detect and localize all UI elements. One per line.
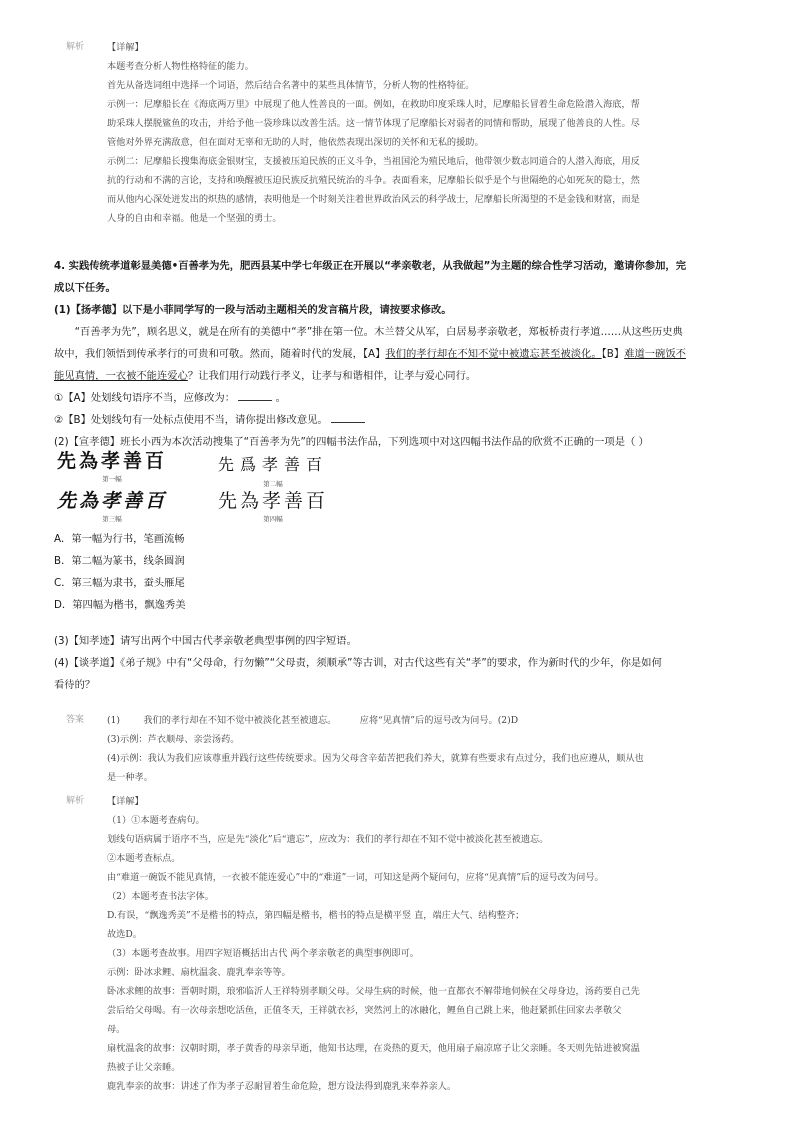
- question-title-cont: 成以下任务。: [54, 282, 116, 294]
- text-line: 人身的自由和幸福。他是一个坚强的勇士。: [107, 213, 282, 224]
- text: 。: [275, 392, 286, 404]
- text: ①【A】处划线句语序不当，应修改为：: [54, 392, 236, 404]
- text-line: （2）本题考查书法字体。: [107, 891, 214, 902]
- text-line: (1) 我们的孝行却在不知不觉中被淡化甚至被遗忘。 应将“见真情”后的逗号改为问号。(2)D: [107, 715, 519, 726]
- text: ？让我们用行动践行孝义，让孝与和谐相伴，让孝与爱心同行。: [187, 370, 477, 382]
- text-line: 母。: [107, 1024, 126, 1035]
- answer-block: [66, 711, 766, 791]
- option-b[interactable]: B．第二幅为篆书，线条圆润: [54, 555, 185, 567]
- text-line: D.有误，“飘逸秀美”不是楷书的特点，第四幅是楷书，楷书的特点是横平竖 直，端庄大气、结构整齐；: [107, 910, 525, 921]
- choice-options: [54, 528, 186, 616]
- calligraphy-chars: 先爲孝善百: [218, 455, 329, 474]
- text-line: 管他对外界充满敌意，但在面对无辜和无助的人时，他依然表现出深切的关怀和无私的援助。: [107, 137, 484, 148]
- text-line: ②本题考查标点。: [107, 853, 181, 864]
- text-line: 【详解】: [107, 42, 144, 53]
- text-line: (3)示例：芦衣顺母、亲尝汤药。: [107, 734, 240, 745]
- calligraphy-caption: 第四幅: [263, 515, 283, 523]
- underlined-sentence-b: 难道一碗饭不: [624, 348, 686, 360]
- text-line: 尝后给父母喝。有一次母亲想吃活鱼，正值冬天，王祥就衣衫，突然河上的冰融化，鲤鱼自己跳上来，他赶紧抓住回家去孝敬父: [107, 1005, 622, 1016]
- question-4: [54, 255, 744, 453]
- analysis-label: 解析: [66, 796, 85, 806]
- text: 【B】: [601, 348, 625, 360]
- calligraphy-chars: 先為孝善百: [57, 450, 168, 472]
- underlined-sentence-a: 我们的孝行却在不知不觉中被遗忘甚至被淡化。: [385, 348, 602, 360]
- answer-label: 答案: [66, 715, 85, 725]
- text-line: 而从他内心深处迸发出的炽热的感情，表明他是一个时刻关注着世界政治风云的科学战士，尼摩船长所渴望的不是金钱和财富，而是: [107, 194, 640, 205]
- answer-content: [107, 711, 762, 787]
- text: ②【B】处划线句有一处标点使用不当，请你提出修改意见。: [54, 414, 328, 426]
- answer-blank[interactable]: [238, 391, 272, 401]
- calligraphy-caption: 第二幅: [263, 480, 283, 488]
- sub-question-2-heading: (2)【宣孝德】班长小西为本次活动搜集了“百善孝为先”的四幅书法作品，下列选项中对这四幅书法作品的欣赏不正确的一项是（ ）: [54, 436, 649, 448]
- sub-item-1b: [54, 409, 744, 431]
- calligraphy-caption: 第三幅: [102, 515, 122, 523]
- sub-item-1a: [54, 387, 744, 409]
- analysis-content: [107, 38, 762, 228]
- text-line: 卧冰求鲤的故事：晋朝时期，琅邪临沂人王祥特别孝顺父母。父母生病的时候，他一直都衣不解带地伺候在父母身边，汤药要自己先: [107, 986, 640, 997]
- sub-question-1-heading: (1)【扬孝德】以下是小菲同学写的一段与活动主题相关的发言稿片段，请按要求修改。: [54, 304, 452, 316]
- text-line: （1）①本题考查病句。: [107, 815, 205, 826]
- sub-questions-3-4: [54, 630, 744, 696]
- calligraphy-work-4: [218, 486, 328, 523]
- text-line: 故选D。: [107, 929, 142, 940]
- calligraphy-work-3: [57, 486, 167, 523]
- calligraphy-caption: 第一幅: [102, 475, 122, 483]
- speech-paragraph-line: “百善孝为先”，顾名思义，就是在所有的美德中“孝”排在第一位。木兰替父从军，白居易孝亲敬老，郑板桥责行孝道……从这些历史典: [74, 326, 683, 338]
- speech-paragraph-line: [54, 343, 744, 365]
- analysis-label: 解析: [66, 42, 85, 52]
- calligraphy-work-1: [57, 446, 167, 483]
- underlined-sentence-b-cont: 能见真情，一衣被不能连爱心: [54, 370, 188, 382]
- text-line: 首先从备选词组中选择一个词语，然后结合名著中的某些具体情节，分析人物的性格特征。: [107, 80, 475, 91]
- text-line: 是一种孝。: [107, 772, 153, 783]
- analysis-content: [107, 792, 762, 1096]
- analysis-block-1: [66, 38, 766, 228]
- text-line: 由“难道一碗饭不能见真情，一衣被不能连爱心”中的“难道”一词，可知这是两个疑问句，应将“见真情”后的逗号改为问号。: [107, 872, 604, 883]
- sub-question-4-cont: 看待的？: [54, 679, 96, 691]
- text-line: 示例一：尼摩船长在《海底两万里》中展现了他人性善良的一面。例如，在救助印度采珠人时，尼摩船长冒着生命危险潜入海底，帮: [107, 99, 640, 110]
- option-d[interactable]: D．第四幅为楷书，飘逸秀美: [54, 599, 186, 611]
- calligraphy-chars: 先為孝善百: [218, 490, 329, 512]
- option-a[interactable]: A．第一幅为行书，笔画流畅: [54, 533, 185, 545]
- calligraphy-chars: 先為孝善百: [57, 490, 168, 512]
- sub-question-3: (3)【知孝迹】请写出两个中国古代孝亲敬老典型事例的四字短语。: [54, 635, 357, 647]
- question-title: 4. 实践传统孝道彰显美德•百善孝为先，肥西县某中学七年级正在开展以“孝亲敬老，从我做起”为主题的综合性学习活动，邀请你参加，完: [54, 260, 686, 272]
- option-c[interactable]: C．第三幅为隶书，蚕头雁尾: [54, 577, 185, 589]
- text-line: (4)示例：我认为我们应该尊重并践行这些传统要求。因为父母含辛茹苦把我们养大，就算有些要求有点过分，我们也应遵从，顺从也: [107, 753, 644, 764]
- calligraphy-work-2: [218, 452, 328, 488]
- answer-blank[interactable]: [331, 413, 365, 423]
- analysis-block-2: [66, 792, 766, 1102]
- text-line: 热被子让父亲睡。: [107, 1062, 181, 1073]
- text-line: 划线句语病属于语序不当，应是先“淡化”后“遗忘”，应改为：我们的孝行却在不知不觉中被淡化甚至被遗忘。: [107, 834, 549, 845]
- text-line: 扇枕温衾的故事：汉朝时期，孝子黄香的母亲早逝，他知书达理，在炎热的夏天，他用扇子扇凉席子让父亲睡。冬天则先钻进被窝温: [107, 1043, 640, 1054]
- text-line: 本题考查分析人物性格特征的能力。: [107, 61, 254, 72]
- text-line: 助采珠人摆脱鲨鱼的攻击，并给予他一袋珍珠以改善生活。这一情节体现了尼摩船长对弱者的同情和帮助，展现了他善良的人性。尽: [107, 118, 640, 129]
- text-line: 抗的行动和不满的言论，支持和唤醒被压迫民族反抗殖民统治的斗争。表面看来，尼摩船长似乎是个与世隔绝的心如死灰的隐士，然: [107, 175, 640, 186]
- text: 故中，我们领悟到传承孝行的可贵和可敬。然而，随着时代的发展，【A】: [54, 348, 386, 360]
- text-line: 示例二：尼摩船长搜集海底金银财宝，支援被压迫民族的正义斗争，当祖国沦为殖民地后，他带领少数志同道合的人潜入海底，用反: [107, 156, 640, 167]
- text-line: 鹿乳奉亲的故事：讲述了作为孝子忍耐冒着生命危险，想方设法得到鹿乳来奉养亲人。: [107, 1081, 457, 1092]
- speech-paragraph-line: [54, 365, 744, 387]
- sub-question-4: (4)【谈孝道】《弟子规》中有“父母命，行勿懒”“父母责，须顺承”等古训，对古代这些有关“孝”的要求，作为新时代的少年，你是如何: [54, 657, 662, 669]
- text-line: 示例：卧冰求鲤、扇枕温衾、鹿乳奉亲等等。: [107, 967, 291, 978]
- text-line: （3）本题考查故事。用四字短语概括出古代 两个孝亲敬老的典型事例即可。: [107, 948, 419, 959]
- text-line: 【详解】: [107, 796, 144, 807]
